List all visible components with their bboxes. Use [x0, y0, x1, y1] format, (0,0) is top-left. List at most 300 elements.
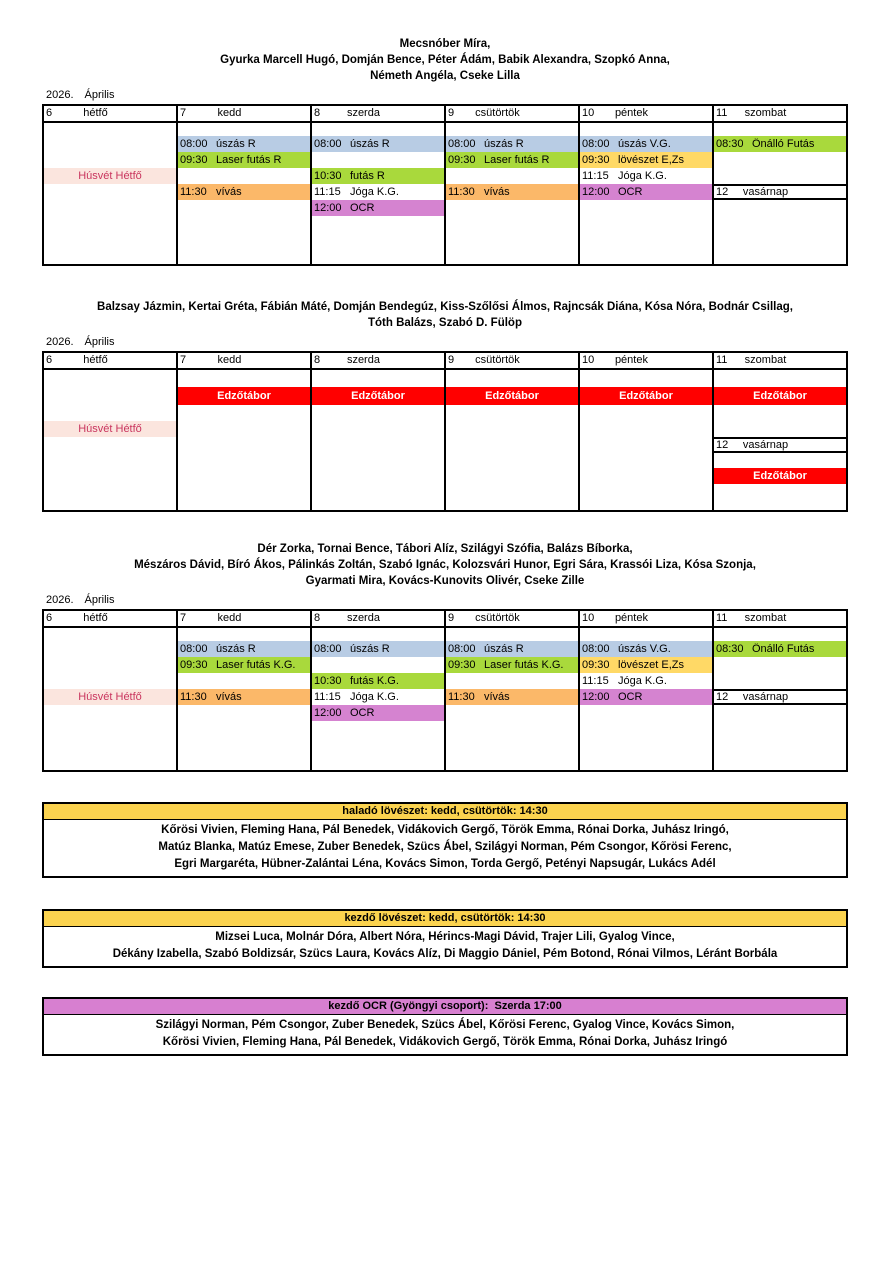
day-name: vasárnap: [742, 439, 789, 451]
event-label: Jóga K.G.: [350, 186, 399, 198]
calendar-row: [446, 184, 578, 200]
calendar-table: [42, 351, 848, 512]
calendar-row: [580, 405, 712, 421]
day-number: 10: [582, 612, 595, 624]
event-time: 11:30: [448, 186, 475, 198]
event-cell: [178, 184, 310, 200]
event-time: 08:00: [448, 643, 476, 655]
month-label: [42, 593, 848, 607]
notice-header: kezdő OCR (Gyöngyi csoport): Szerda 17:00: [44, 999, 846, 1015]
event-label: Laser futás K.G.: [484, 659, 564, 671]
notice-halado-loveszet: [42, 802, 848, 878]
event-time: 11:30: [180, 691, 207, 703]
calendar-row: [312, 484, 444, 510]
event-label: úszás V.G.: [618, 138, 671, 150]
event-cell: [580, 136, 712, 152]
calendar-row: [714, 248, 846, 264]
event-time: 12:00: [314, 202, 342, 214]
day-header: [580, 611, 712, 628]
calendar-row: [44, 421, 176, 437]
calendar-row: [714, 232, 846, 248]
calendar-row: [446, 405, 578, 421]
calendar-row: [580, 721, 712, 737]
calendar-row: [44, 437, 176, 453]
calendar-row: [714, 123, 846, 136]
day-number: 8: [314, 612, 321, 624]
calendar-row: [312, 453, 444, 468]
month-label: [42, 88, 848, 102]
calendar-section-group3: [42, 541, 848, 772]
calendar-row: [178, 387, 310, 405]
calendar-row: [580, 136, 712, 152]
notice-kezdo-ocr: [42, 997, 848, 1056]
calendar-row: [580, 152, 712, 168]
calendar-row: [446, 468, 578, 484]
day-name: péntek: [614, 354, 648, 366]
day-number: 7: [180, 354, 187, 366]
calendar-row: [714, 468, 846, 484]
holiday-cell: Húsvét Hétfő: [44, 689, 176, 705]
event-time: 09:30: [448, 154, 476, 166]
day-column-szombat: [712, 106, 846, 264]
calendar-row: [446, 628, 578, 641]
calendar-row: [44, 721, 176, 737]
day-header: [580, 353, 712, 370]
group-names-line: Tóth Balázs, Szabó D. Fülöp: [368, 317, 522, 329]
calendar-row: [312, 468, 444, 484]
event-cell: [312, 673, 444, 689]
day-header: [178, 106, 310, 123]
day-number: 11: [716, 354, 728, 366]
calendar-row: [44, 405, 176, 421]
event-cell: [580, 657, 712, 673]
calendar-row: [580, 370, 712, 387]
day-column-péntek: [578, 106, 712, 264]
calendar-row: [714, 152, 846, 168]
calendar-row: [178, 168, 310, 184]
calendar-row: [714, 370, 846, 387]
event-label: úszás R: [484, 643, 524, 655]
calendar-row: [714, 405, 846, 421]
calendar-row: [446, 484, 578, 510]
calendar-row: [178, 628, 310, 641]
calendar-row: [446, 248, 578, 264]
calendar-row: [446, 216, 578, 232]
event-time: 08:30: [716, 138, 744, 150]
calendar-row: [312, 184, 444, 200]
calendar-row: [446, 232, 578, 248]
day-name: csütörtök: [475, 612, 520, 624]
day-header: [312, 106, 444, 123]
calendar-row: [44, 753, 176, 770]
event-label: úszás R: [216, 138, 256, 150]
event-label: OCR: [618, 186, 643, 198]
year-label: 2026.: [46, 336, 74, 348]
event-cell: [178, 641, 310, 657]
event-cell: [312, 200, 444, 216]
calendar-table: [42, 609, 848, 772]
calendar-row: [312, 168, 444, 184]
holiday-cell: Húsvét Hétfő: [44, 421, 176, 437]
calendar-row: [178, 753, 310, 770]
event-time: 11:15: [314, 186, 341, 198]
day-number: 9: [448, 107, 455, 119]
training-camp-cell: Edzőtábor: [312, 387, 444, 405]
calendar-row: [714, 184, 846, 200]
event-label: Önálló Futás: [752, 643, 815, 655]
day-header: [446, 106, 578, 123]
day-name: szerda: [346, 612, 380, 624]
event-label: Jóga K.G.: [618, 675, 667, 687]
event-label: úszás R: [350, 138, 390, 150]
calendar-row: [44, 705, 176, 721]
calendar-row: [44, 673, 176, 689]
day-column-szerda: [310, 106, 444, 264]
calendar-row: [178, 200, 310, 216]
day-name: vasárnap: [742, 186, 789, 198]
event-cell: [312, 136, 444, 152]
calendar-row: [446, 657, 578, 673]
calendar-row: [580, 232, 712, 248]
calendar-row: [714, 200, 846, 216]
event-label: úszás V.G.: [618, 643, 671, 655]
calendar-row: [312, 641, 444, 657]
calendar-row: [178, 484, 310, 510]
calendar-row: [178, 673, 310, 689]
day-column-kedd: [176, 611, 310, 770]
day-number: 6: [46, 612, 53, 624]
day-name: péntek: [614, 612, 648, 624]
notice-names-line: Egri Margaréta, Hübner-Zalántai Léna, Kovács Simon, Torda Gergő, Petényi Napsugár, Lukács Adél: [174, 858, 716, 870]
day-column-kedd: [176, 353, 310, 510]
day-column-kedd: [176, 106, 310, 264]
day-header: [178, 611, 310, 628]
calendar-row: [580, 123, 712, 136]
calendar-row: [446, 689, 578, 705]
day-number: 9: [448, 354, 455, 366]
training-camp-cell: Edzőtábor: [580, 387, 712, 405]
day-number: 9: [448, 612, 455, 624]
calendar-row: [178, 370, 310, 387]
calendar-row: [580, 737, 712, 753]
event-time: 09:30: [582, 659, 610, 671]
event-time: 11:30: [180, 186, 207, 198]
event-label: Laser futás R: [216, 154, 282, 166]
event-time: 08:30: [716, 643, 744, 655]
day-name: kedd: [217, 354, 242, 366]
day-column-hétfő: [44, 353, 176, 510]
calendar-row: [44, 152, 176, 168]
calendar-row: [580, 387, 712, 405]
day-name: csütörtök: [475, 354, 520, 366]
event-label: Laser futás K.G.: [216, 659, 296, 671]
group-names: [42, 299, 848, 331]
group-names-line: Dér Zorka, Tornai Bence, Tábori Alíz, Szilágyi Szófia, Balázs Bíborka,: [257, 543, 633, 555]
calendar-row: [580, 453, 712, 468]
notice-header: kezdő lövészet: kedd, csütörtök: 14:30: [44, 911, 846, 927]
day-header: [714, 689, 846, 705]
month-name: Április: [84, 89, 115, 101]
calendar-row: [44, 737, 176, 753]
calendar-row: [312, 737, 444, 753]
day-header: [714, 106, 846, 123]
event-label: vívás: [484, 691, 510, 703]
calendar-row: [446, 136, 578, 152]
notice-names: [44, 1015, 846, 1054]
calendar-row: [312, 705, 444, 721]
group-names: [42, 541, 848, 589]
calendar-row: [446, 753, 578, 770]
calendar-row: [580, 628, 712, 641]
calendar-row: [312, 437, 444, 453]
calendar-row: [312, 689, 444, 705]
calendar-row: [44, 387, 176, 405]
group-names-line: Németh Angéla, Cseke Lilla: [370, 70, 520, 82]
calendar-row: [312, 421, 444, 437]
day-header: [446, 353, 578, 370]
calendar-row: [580, 184, 712, 200]
training-camp-cell: Edzőtábor: [714, 387, 846, 405]
event-cell: [312, 689, 444, 705]
event-time: 08:00: [582, 138, 610, 150]
calendar-row: [714, 721, 846, 737]
event-time: 11:15: [582, 170, 609, 182]
group-names-line: Mészáros Dávid, Bíró Ákos, Pálinkás Zoltán, Szabó Ignác, Kolozsvári Hunor, Egri Sára, Krassói Liza, Kósa Szonja,: [134, 559, 756, 571]
calendar-section-group1: [42, 36, 848, 266]
day-name: hétfő: [83, 107, 108, 119]
calendar-row: [446, 721, 578, 737]
day-number: 7: [180, 612, 187, 624]
day-number: 8: [314, 354, 321, 366]
calendar-row: [580, 248, 712, 264]
event-label: úszás R: [216, 643, 256, 655]
event-label: OCR: [350, 707, 375, 719]
day-column-szerda: [310, 353, 444, 510]
calendar-row: [44, 484, 176, 510]
day-header: [178, 353, 310, 370]
day-name: szerda: [346, 354, 380, 366]
event-cell: [312, 705, 444, 721]
month-name: Április: [84, 594, 115, 606]
calendar-row: [580, 437, 712, 453]
event-time: 11:15: [582, 675, 609, 687]
day-name: szerda: [346, 107, 380, 119]
calendar-row: [714, 705, 846, 721]
day-column-péntek: [578, 611, 712, 770]
event-label: OCR: [350, 202, 375, 214]
calendar-row: [446, 421, 578, 437]
event-cell: [714, 136, 846, 152]
day-header: [312, 353, 444, 370]
day-number: 7: [180, 107, 187, 119]
notice-names: [44, 820, 846, 876]
day-number: 12: [716, 691, 729, 703]
day-number: 12: [716, 186, 729, 198]
event-time: 08:00: [180, 138, 208, 150]
calendar-row: [312, 753, 444, 770]
holiday-cell: Húsvét Hétfő: [44, 168, 176, 184]
notice-names-line: Kőrösi Vivien, Fleming Hana, Pál Benedek, Vidákovich Gergő, Török Emma, Rónai Dorka, Juhász Iringó: [162, 1036, 728, 1048]
day-name: hétfő: [83, 612, 108, 624]
calendar-row: [580, 168, 712, 184]
event-label: lövészet E,Zs: [618, 154, 685, 166]
event-cell: [312, 184, 444, 200]
event-label: úszás R: [484, 138, 524, 150]
calendar-row: [446, 737, 578, 753]
calendar-row: [178, 232, 310, 248]
event-cell: [178, 152, 310, 168]
event-label: Laser futás R: [484, 154, 550, 166]
calendar-row: [44, 184, 176, 200]
calendar-row: [446, 370, 578, 387]
calendar-row: [580, 641, 712, 657]
event-cell: [178, 657, 310, 673]
calendar-row: [312, 200, 444, 216]
event-cell: [446, 184, 578, 200]
calendar-row: [714, 689, 846, 705]
calendar-row: [44, 370, 176, 387]
calendar-row: [446, 453, 578, 468]
event-time: 12:00: [582, 691, 610, 703]
calendar-row: [178, 184, 310, 200]
calendar-row: [178, 737, 310, 753]
event-cell: [446, 136, 578, 152]
group-names-line: Gyurka Marcell Hugó, Domján Bence, Péter Ádám, Babik Alexandra, Szopkó Anna,: [220, 54, 670, 66]
calendar-row: [44, 689, 176, 705]
calendar-row: [580, 753, 712, 770]
month-label: [42, 335, 848, 349]
day-column-csütörtök: [444, 353, 578, 510]
calendar-row: [178, 152, 310, 168]
calendar-row: [312, 232, 444, 248]
calendar-row: [178, 657, 310, 673]
event-label: Önálló Futás: [752, 138, 815, 150]
event-label: futás K.G.: [350, 675, 399, 687]
event-time: 08:00: [180, 643, 208, 655]
day-number: 6: [46, 107, 53, 119]
calendar-row: [44, 453, 176, 468]
day-column-szombat: [712, 353, 846, 510]
year-label: 2026.: [46, 89, 74, 101]
event-cell: [312, 168, 444, 184]
calendar-row: [178, 405, 310, 421]
event-time: 10:30: [314, 675, 342, 687]
event-time: 09:30: [448, 659, 476, 671]
year-label: 2026.: [46, 594, 74, 606]
calendar-row: [714, 453, 846, 468]
day-name: csütörtök: [475, 107, 520, 119]
calendar-row: [312, 370, 444, 387]
event-time: 08:00: [448, 138, 476, 150]
day-column-hétfő: [44, 611, 176, 770]
day-header: [44, 106, 176, 123]
calendar-row: [312, 721, 444, 737]
calendar-row: [580, 421, 712, 437]
day-name: kedd: [217, 107, 242, 119]
calendar-row: [446, 123, 578, 136]
day-column-csütörtök: [444, 611, 578, 770]
calendar-row: [446, 705, 578, 721]
calendar-row: [446, 641, 578, 657]
day-header: [44, 353, 176, 370]
day-header: [44, 611, 176, 628]
calendar-row: [178, 468, 310, 484]
day-header: [446, 611, 578, 628]
day-number: 12: [716, 439, 729, 451]
calendar-row: [178, 421, 310, 437]
event-label: OCR: [618, 691, 643, 703]
event-label: Jóga K.G.: [350, 691, 399, 703]
day-header: [714, 611, 846, 628]
event-time: 12:00: [582, 186, 610, 198]
day-number: 8: [314, 107, 321, 119]
calendar-row: [714, 673, 846, 689]
calendar-row: [178, 705, 310, 721]
calendar-row: [178, 721, 310, 737]
event-cell: [446, 689, 578, 705]
calendar-row: [714, 437, 846, 453]
event-time: 09:30: [180, 154, 208, 166]
event-label: vívás: [484, 186, 510, 198]
calendar-row: [312, 136, 444, 152]
group-names-line: Gyarmati Mira, Kovács-Kunovits Olivér, Cseke Zille: [305, 575, 585, 587]
event-cell: [580, 184, 712, 200]
event-time: 08:00: [314, 643, 342, 655]
notice-header: haladó lövészet: kedd, csütörtök: 14:30: [44, 804, 846, 820]
training-camp-cell: Edzőtábor: [178, 387, 310, 405]
event-time: 09:30: [582, 154, 610, 166]
day-number: 11: [716, 612, 728, 624]
calendar-row: [446, 387, 578, 405]
calendar-row: [44, 200, 176, 216]
notice-names-line: Szilágyi Norman, Pém Csongor, Zuber Benedek, Szücs Ábel, Kőrösi Ferenc, Gyalog Vince, Kovács Simon,: [155, 1019, 735, 1031]
calendar-row: [580, 673, 712, 689]
calendar-row: [714, 641, 846, 657]
day-header: [580, 106, 712, 123]
day-name: szombat: [744, 107, 787, 119]
event-time: 12:00: [314, 707, 342, 719]
day-number: 6: [46, 354, 53, 366]
notice-names-line: Kőrösi Vivien, Fleming Hana, Pál Benedek, Vidákovich Gergő, Török Emma, Rónai Dorka, Juhász Iringó,: [161, 824, 729, 836]
calendar-row: [44, 123, 176, 136]
day-header: [714, 184, 846, 200]
day-header: [714, 437, 846, 453]
calendar-row: [44, 232, 176, 248]
calendar-row: [178, 248, 310, 264]
calendar-row: [714, 421, 846, 437]
calendar-row: [44, 641, 176, 657]
calendar-row: [714, 484, 846, 510]
event-time: 08:00: [582, 643, 610, 655]
calendar-row: [714, 136, 846, 152]
calendar-row: [580, 200, 712, 216]
training-camp-cell: Edzőtábor: [446, 387, 578, 405]
day-column-csütörtök: [444, 106, 578, 264]
calendar-row: [178, 136, 310, 152]
event-cell: [580, 168, 712, 184]
event-cell: [580, 152, 712, 168]
day-column-szerda: [310, 611, 444, 770]
calendar-row: [44, 216, 176, 232]
calendar-row: [312, 152, 444, 168]
day-header: [714, 353, 846, 370]
day-name: vasárnap: [742, 691, 789, 703]
calendar-row: [446, 168, 578, 184]
day-name: kedd: [217, 612, 242, 624]
calendar-row: [44, 628, 176, 641]
calendar-row: [446, 437, 578, 453]
day-column-szombat: [712, 611, 846, 770]
